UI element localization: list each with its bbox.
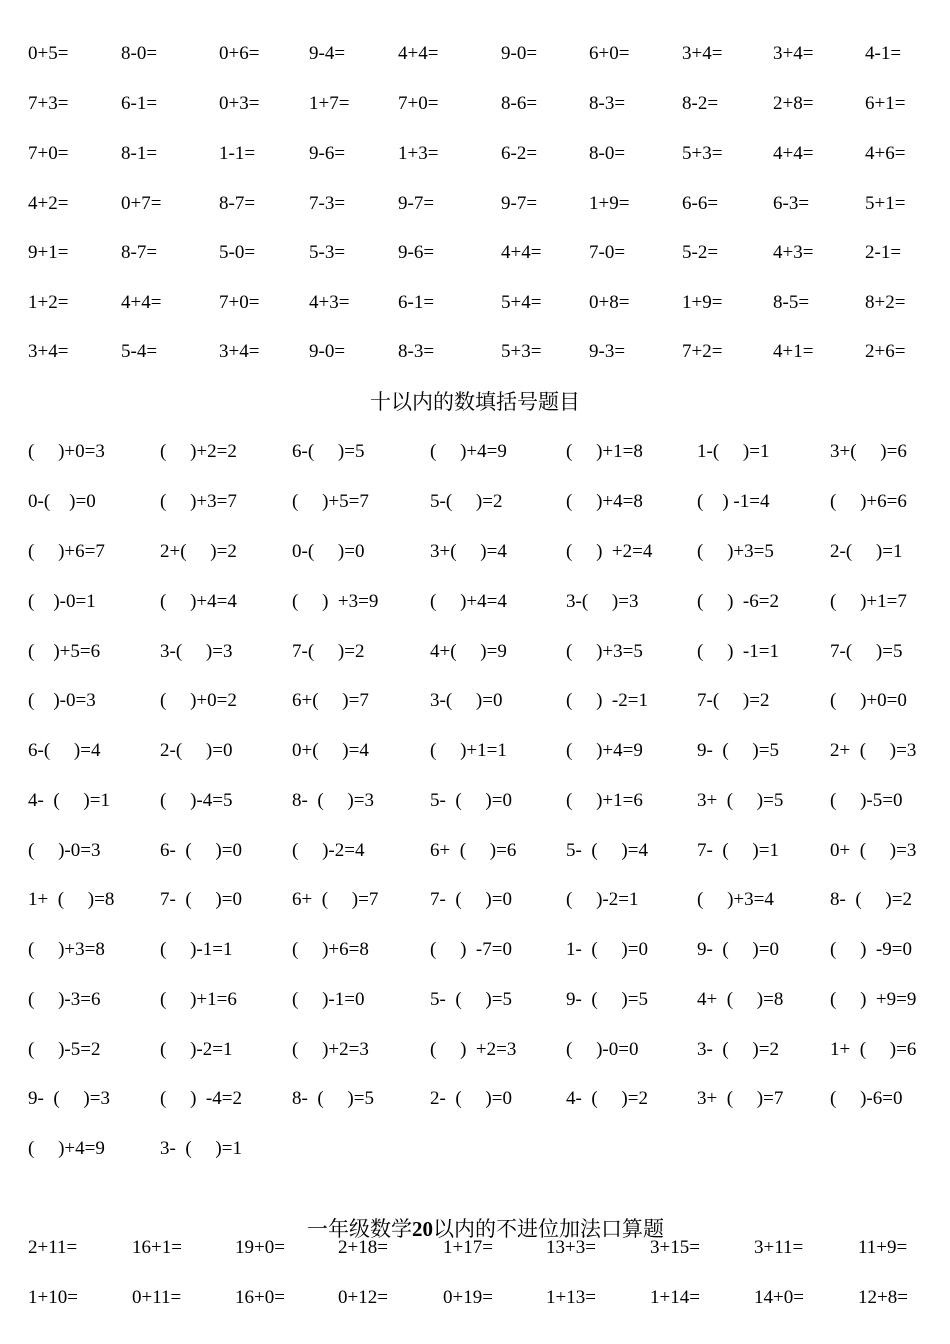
arithmetic-problem: 8-1= (121, 143, 158, 164)
bracket-problem: 3+( )=6 (830, 441, 907, 462)
arithmetic-problem: 4+6= (865, 143, 906, 164)
bracket-problem: ( )+1=6 (160, 989, 237, 1010)
bracket-problem: ( ) -2=1 (566, 690, 648, 711)
bracket-problem: ( )-0=3 (28, 840, 101, 861)
bracket-problem: 6- ( )=0 (160, 840, 242, 861)
arithmetic-problem: 0+7= (121, 193, 162, 214)
arithmetic-problem: 8-7= (121, 242, 158, 263)
bracket-problem: 3+ ( )=5 (697, 790, 784, 811)
addition-row (0, 1233, 950, 1263)
arithmetic-problem: 8-0= (589, 143, 626, 164)
arithmetic-row (0, 337, 950, 367)
bracket-problem: 3- ( )=1 (160, 1138, 242, 1159)
arithmetic-problem: 8-6= (501, 93, 538, 114)
bracket-problem: ( )-0=3 (28, 690, 96, 711)
arithmetic-problem: 5+3= (501, 341, 542, 362)
addition-problem: 12+8= (858, 1287, 908, 1308)
title-prefix: 一年级数学 (307, 1217, 412, 1241)
arithmetic-problem: 5-4= (121, 341, 158, 362)
arithmetic-problem: 7+0= (398, 93, 439, 114)
bracket-problem: ( )+1=8 (566, 441, 643, 462)
bracket-problem: 6-( )=4 (28, 740, 101, 761)
bracket-problem: ( )+4=4 (160, 591, 237, 612)
bracket-problem: 6+ ( )=6 (430, 840, 517, 861)
arithmetic-problem: 2+6= (865, 341, 906, 362)
arithmetic-problem: 5+3= (682, 143, 723, 164)
arithmetic-problem: 1+9= (682, 292, 723, 313)
bracket-problem: ( )+1=7 (830, 591, 907, 612)
arithmetic-problem: 0+8= (589, 292, 630, 313)
arithmetic-problem: 0+5= (28, 43, 69, 64)
arithmetic-problem: 6-3= (773, 193, 810, 214)
bracket-problem: 4- ( )=1 (28, 790, 110, 811)
bracket-row (0, 1035, 950, 1065)
bracket-row (0, 686, 950, 716)
bracket-problem: 7-( )=2 (292, 641, 365, 662)
bracket-problem: ( )+3=4 (697, 889, 774, 910)
bracket-problem: 0-( )=0 (28, 491, 96, 512)
addition-problem: 0+11= (132, 1287, 182, 1308)
bracket-problem: ( )-2=1 (566, 889, 639, 910)
bracket-row (0, 736, 950, 766)
bracket-problem: 6-( )=5 (292, 441, 365, 462)
bracket-problem: 3-( )=3 (566, 591, 639, 612)
addition-problem: 2+11= (28, 1237, 78, 1258)
bracket-problem: 7- ( )=1 (697, 840, 779, 861)
bracket-row (0, 487, 950, 517)
addition-problem: 19+0= (235, 1237, 285, 1258)
bracket-problem: ( )+2=3 (292, 1039, 369, 1060)
bracket-row (0, 885, 950, 915)
bracket-problem: ( )+0=3 (28, 441, 105, 462)
bracket-problem: ( )-0=0 (566, 1039, 639, 1060)
addition-problem: 13+3= (546, 1237, 596, 1258)
bracket-problem: ( )-2=1 (160, 1039, 233, 1060)
arithmetic-problem: 1+2= (28, 292, 69, 313)
bracket-problem: ( ) +9=9 (830, 989, 917, 1010)
arithmetic-problem: 6-6= (682, 193, 719, 214)
bracket-row (0, 985, 950, 1015)
bracket-problem: 7- ( )=0 (160, 889, 242, 910)
arithmetic-problem: 4+4= (501, 242, 542, 263)
bracket-problem: 4+( )=9 (430, 641, 507, 662)
arithmetic-problem: 8-0= (121, 43, 158, 64)
bracket-row (0, 537, 950, 567)
arithmetic-row (0, 89, 950, 119)
bracket-problem: 2- ( )=0 (430, 1088, 512, 1109)
bracket-problem: 3- ( )=2 (697, 1039, 779, 1060)
addition-problem: 1+10= (28, 1287, 78, 1308)
bracket-problem: ( )+5=6 (28, 641, 101, 662)
bracket-problem: ( )-4=5 (160, 790, 233, 811)
bracket-problem: 5- ( )=4 (566, 840, 648, 861)
bracket-problem: 9- ( )=3 (28, 1088, 110, 1109)
bracket-problem: ( ) -4=2 (160, 1088, 242, 1109)
addition-problem: 16+0= (235, 1287, 285, 1308)
addition-problem: 16+1= (132, 1237, 182, 1258)
bracket-problem: ( )-1=1 (160, 939, 233, 960)
bracket-problem: ( )-5=2 (28, 1039, 101, 1060)
bracket-problem: ( ) -9=0 (830, 939, 912, 960)
arithmetic-problem: 8-3= (398, 341, 435, 362)
arithmetic-problem: 3+4= (682, 43, 723, 64)
arithmetic-problem: 5-0= (219, 242, 256, 263)
arithmetic-problem: 3+4= (28, 341, 69, 362)
bracket-problem: ( )-0=1 (28, 591, 96, 612)
arithmetic-problem: 9-7= (398, 193, 435, 214)
bracket-problem: ( )-5=0 (830, 790, 903, 811)
arithmetic-problem: 6+0= (589, 43, 630, 64)
bracket-problem: 5- ( )=5 (430, 989, 512, 1010)
addition-problem: 0+19= (443, 1287, 493, 1308)
bracket-problem: 6+ ( )=7 (292, 889, 379, 910)
bracket-problem: 3-( )=3 (160, 641, 233, 662)
section-title-fill-brackets: 十以内的数填括号题目 (370, 390, 580, 414)
bracket-problem: ( )+0=0 (830, 690, 907, 711)
bracket-problem: 9- ( )=5 (566, 989, 648, 1010)
bracket-row (0, 587, 950, 617)
arithmetic-problem: 9-0= (309, 341, 346, 362)
bracket-problem: ( )+4=9 (430, 441, 507, 462)
arithmetic-row (0, 238, 950, 268)
arithmetic-problem: 7+3= (28, 93, 69, 114)
arithmetic-problem: 0+6= (219, 43, 260, 64)
bracket-problem: 6+( )=7 (292, 690, 369, 711)
bracket-problem: 3+( )=4 (430, 541, 507, 562)
bracket-problem: 4+ ( )=8 (697, 989, 784, 1010)
arithmetic-problem: 8-5= (773, 292, 810, 313)
arithmetic-row (0, 139, 950, 169)
bracket-problem: ( )+4=9 (28, 1138, 105, 1159)
arithmetic-problem: 7+0= (28, 143, 69, 164)
arithmetic-problem: 2-1= (865, 242, 902, 263)
arithmetic-problem: 0+3= (219, 93, 260, 114)
bracket-problem: 1- ( )=0 (566, 939, 648, 960)
title-suffix: 以内的不进位加法口算题 (433, 1217, 664, 1241)
arithmetic-problem: 2+8= (773, 93, 814, 114)
arithmetic-problem: 9-3= (589, 341, 626, 362)
arithmetic-problem: 9+1= (28, 242, 69, 263)
bracket-problem: 3+ ( )=7 (697, 1088, 784, 1109)
arithmetic-problem: 1+7= (309, 93, 350, 114)
addition-problem: 1+14= (650, 1287, 700, 1308)
bracket-problem: 4- ( )=2 (566, 1088, 648, 1109)
bracket-row (0, 1084, 950, 1114)
bracket-problem: 0+ ( )=3 (830, 840, 917, 861)
bracket-problem: 1+ ( )=6 (830, 1039, 917, 1060)
bracket-problem: ( ) +2=4 (566, 541, 653, 562)
bracket-problem: 8- ( )=5 (292, 1088, 374, 1109)
bracket-problem: 2+( )=2 (160, 541, 237, 562)
bracket-row (0, 637, 950, 667)
bracket-problem: ( ) +3=9 (292, 591, 379, 612)
arithmetic-problem: 6-1= (398, 292, 435, 313)
bracket-problem: 2-( )=1 (830, 541, 903, 562)
arithmetic-problem: 7-3= (309, 193, 346, 214)
addition-problem: 11+9= (858, 1237, 908, 1258)
addition-problem: 1+13= (546, 1287, 596, 1308)
arithmetic-problem: 8-2= (682, 93, 719, 114)
bracket-problem: 8- ( )=3 (292, 790, 374, 811)
arithmetic-problem: 1+9= (589, 193, 630, 214)
bracket-problem: ( )+4=8 (566, 491, 643, 512)
bracket-problem: ( )+4=9 (566, 740, 643, 761)
addition-problem: 0+12= (338, 1287, 388, 1308)
bracket-problem: 9- ( )=0 (697, 939, 779, 960)
bracket-problem: 1-( )=1 (697, 441, 770, 462)
bracket-problem: ( )+6=7 (28, 541, 105, 562)
arithmetic-problem: 1-1= (219, 143, 256, 164)
bracket-problem: 2+ ( )=3 (830, 740, 917, 761)
bracket-problem: ( ) -6=2 (697, 591, 779, 612)
bracket-problem: ( )+4=4 (430, 591, 507, 612)
bracket-problem: 9- ( )=5 (697, 740, 779, 761)
arithmetic-problem: 6-2= (501, 143, 538, 164)
arithmetic-problem: 4+3= (309, 292, 350, 313)
arithmetic-problem: 5-2= (682, 242, 719, 263)
arithmetic-problem: 9-6= (398, 242, 435, 263)
arithmetic-row (0, 288, 950, 318)
bracket-problem: ( ) -7=0 (430, 939, 512, 960)
bracket-problem: 0-( )=0 (292, 541, 365, 562)
bracket-problem: ( )-3=6 (28, 989, 101, 1010)
addition-row (0, 1283, 950, 1313)
arithmetic-problem: 9-0= (501, 43, 538, 64)
bracket-problem: ( ) -1=1 (697, 641, 779, 662)
arithmetic-problem: 7+0= (219, 292, 260, 313)
addition-problem: 3+15= (650, 1237, 700, 1258)
arithmetic-row (0, 39, 950, 69)
arithmetic-problem: 5+1= (865, 193, 906, 214)
bracket-problem: 8- ( )=2 (830, 889, 912, 910)
arithmetic-problem: 8-7= (219, 193, 256, 214)
bracket-problem: ( )-1=0 (292, 989, 365, 1010)
bracket-problem: 1+ ( )=8 (28, 889, 115, 910)
addition-problem: 3+11= (754, 1237, 804, 1258)
bracket-problem: ( )-2=4 (292, 840, 365, 861)
addition-problem: 14+0= (754, 1287, 804, 1308)
bracket-problem: ( )+3=5 (697, 541, 774, 562)
arithmetic-problem: 4+3= (773, 242, 814, 263)
addition-problem: 2+18= (338, 1237, 388, 1258)
bracket-problem: ( )+3=5 (566, 641, 643, 662)
addition-problem: 1+17= (443, 1237, 493, 1258)
bracket-problem: ( )+1=6 (566, 790, 643, 811)
bracket-problem: ( )+1=1 (430, 740, 507, 761)
arithmetic-problem: 4+2= (28, 193, 69, 214)
arithmetic-problem: 4+4= (121, 292, 162, 313)
bracket-problem: 5-( )=2 (430, 491, 503, 512)
arithmetic-problem: 4+4= (398, 43, 439, 64)
bracket-problem: ( )+6=6 (830, 491, 907, 512)
bracket-row (0, 836, 950, 866)
bracket-row (0, 935, 950, 965)
title-number: 20 (412, 1217, 433, 1241)
bracket-problem: ( ) -1=4 (697, 491, 770, 512)
arithmetic-problem: 6-1= (121, 93, 158, 114)
bracket-problem: ( )+3=7 (160, 491, 237, 512)
arithmetic-problem: 8+2= (865, 292, 906, 313)
arithmetic-row (0, 189, 950, 219)
bracket-problem: 7- ( )=0 (430, 889, 512, 910)
arithmetic-problem: 5+4= (501, 292, 542, 313)
bracket-problem: 7-( )=2 (697, 690, 770, 711)
arithmetic-problem: 3+4= (219, 341, 260, 362)
bracket-row (0, 437, 950, 467)
bracket-problem: ( ) +2=3 (430, 1039, 517, 1060)
bracket-problem: ( )+0=2 (160, 690, 237, 711)
bracket-problem: 3-( )=0 (430, 690, 503, 711)
arithmetic-problem: 5-3= (309, 242, 346, 263)
arithmetic-problem: 7-0= (589, 242, 626, 263)
bracket-row (0, 786, 950, 816)
bracket-problem: ( )+5=7 (292, 491, 369, 512)
arithmetic-problem: 7+2= (682, 341, 723, 362)
bracket-problem: 0+( )=4 (292, 740, 369, 761)
arithmetic-problem: 4-1= (865, 43, 902, 64)
arithmetic-problem: 4+4= (773, 143, 814, 164)
arithmetic-problem: 6+1= (865, 93, 906, 114)
bracket-problem: ( )-6=0 (830, 1088, 903, 1109)
arithmetic-problem: 1+3= (398, 143, 439, 164)
arithmetic-problem: 8-3= (589, 93, 626, 114)
bracket-problem: 7-( )=5 (830, 641, 903, 662)
arithmetic-problem: 9-4= (309, 43, 346, 64)
bracket-problem: ( )+6=8 (292, 939, 369, 960)
arithmetic-problem: 3+4= (773, 43, 814, 64)
arithmetic-problem: 9-6= (309, 143, 346, 164)
arithmetic-problem: 9-7= (501, 193, 538, 214)
bracket-problem: 5- ( )=0 (430, 790, 512, 811)
bracket-row (0, 1134, 950, 1164)
bracket-problem: ( )+3=8 (28, 939, 105, 960)
bracket-problem: ( )+2=2 (160, 441, 237, 462)
arithmetic-problem: 4+1= (773, 341, 814, 362)
bracket-problem: 2-( )=0 (160, 740, 233, 761)
